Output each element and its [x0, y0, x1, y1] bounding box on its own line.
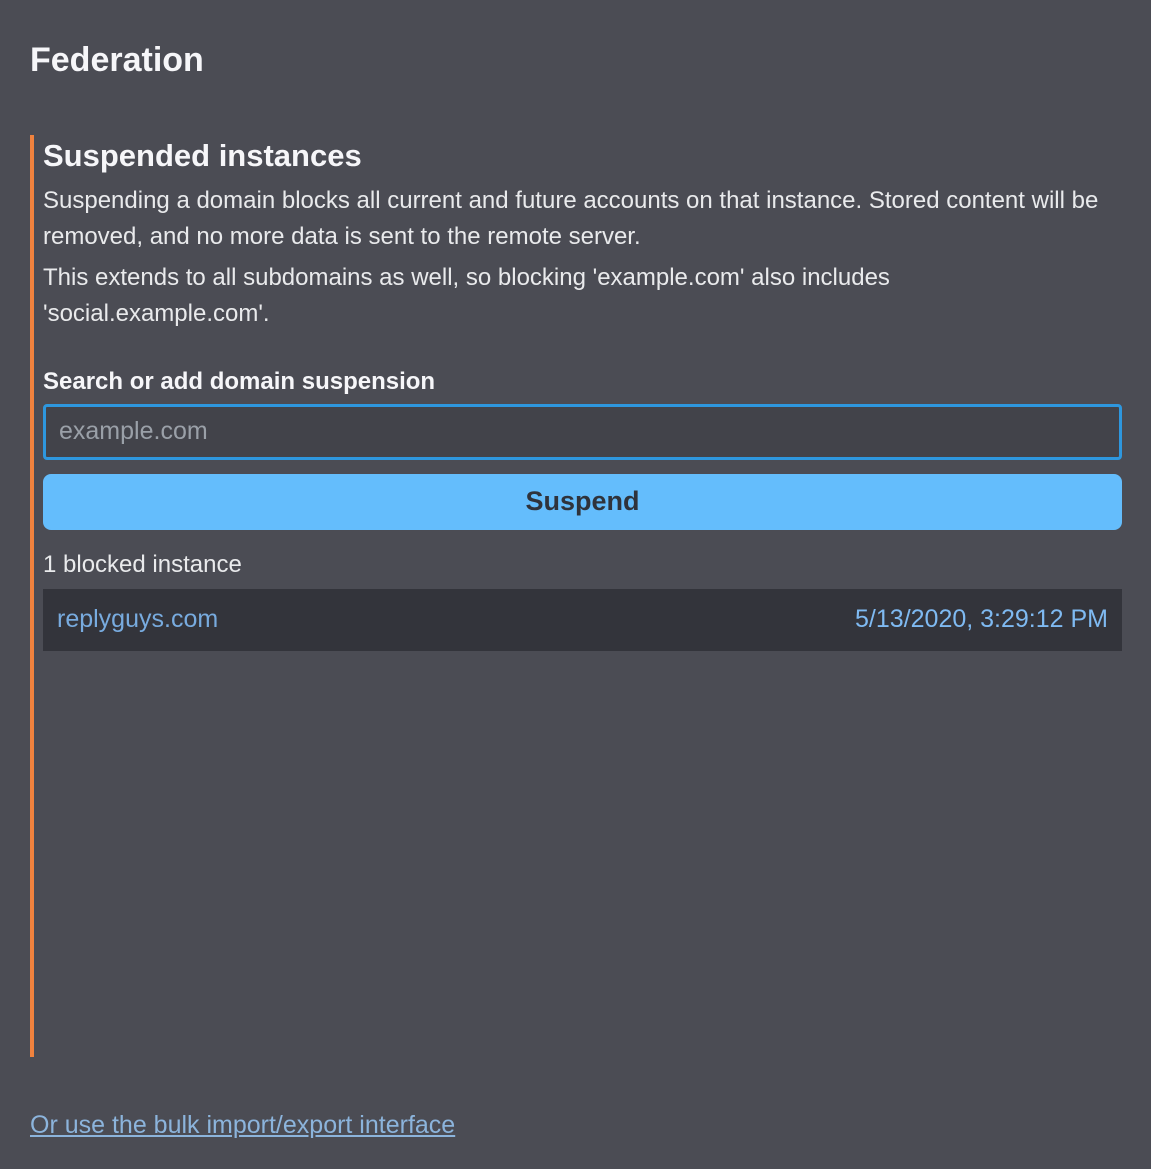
domain-search-label: Search or add domain suspension: [43, 367, 436, 395]
page-title: Federation: [30, 41, 204, 79]
domain-search-input[interactable]: [43, 404, 1122, 460]
instance-suspended-timestamp: 5/13/2020, 3:29:12 PM: [855, 605, 1108, 634]
bulk-import-export-link[interactable]: Or use the bulk import/export interface: [30, 1110, 456, 1139]
suspended-instances-section: [30, 135, 1122, 1057]
section-title: Suspended instances: [43, 137, 362, 173]
footer: [30, 1111, 1122, 1140]
description-line-2: This extends to all subdomains as well, so blocking 'example.com' also includes 'social.example.com'.: [43, 263, 890, 327]
section-description: [43, 183, 1122, 332]
blocked-instance-row[interactable]: [43, 589, 1122, 651]
blocked-instance-count: 1 blocked instance: [43, 550, 242, 578]
instance-domain-link[interactable]: replyguys.com: [57, 605, 219, 634]
description-line-1: Suspending a domain blocks all current and future accounts on that instance. Stored content will be removed, and no more data is sent to the remote server.: [43, 186, 1099, 250]
suspend-button[interactable]: Suspend: [43, 474, 1122, 530]
